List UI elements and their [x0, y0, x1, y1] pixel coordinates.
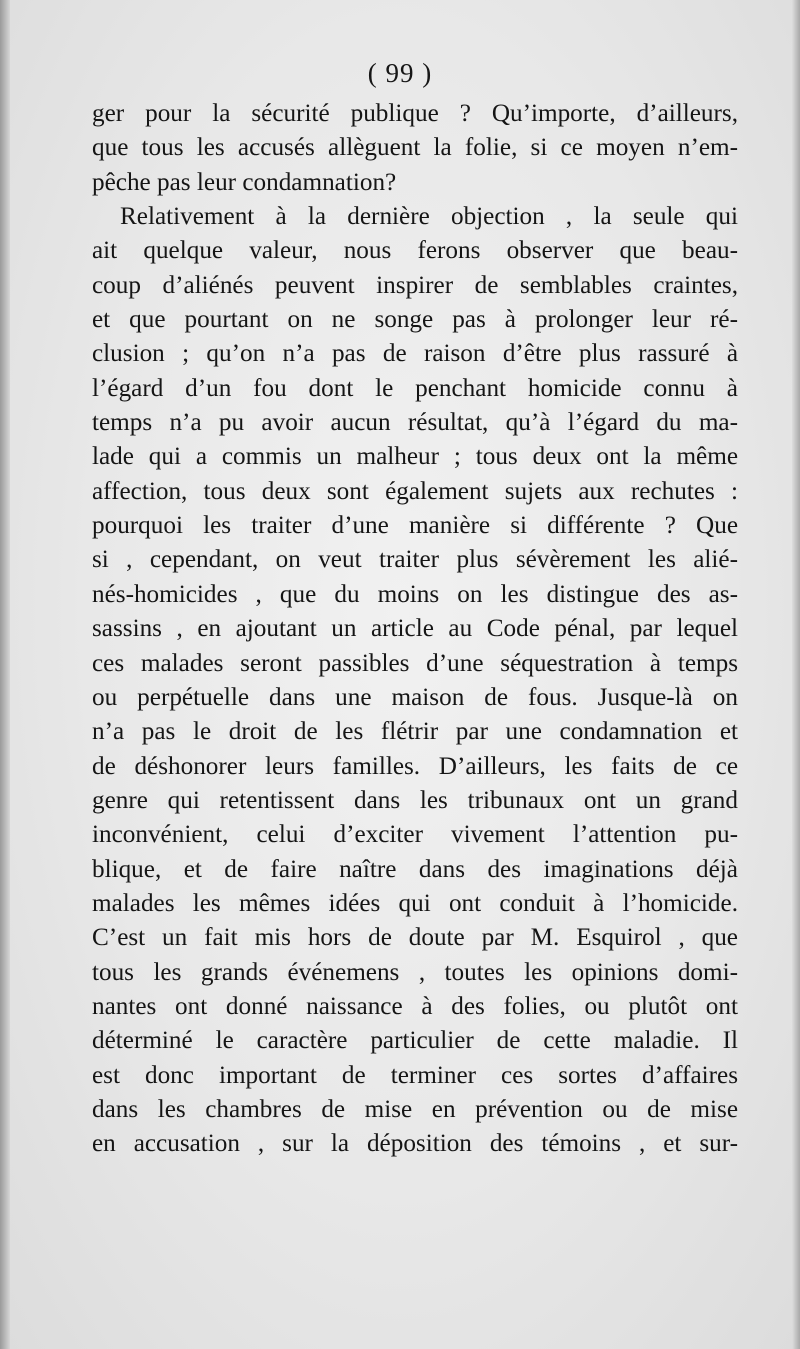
page-number: ( 99 )	[367, 58, 433, 88]
text-line: si , cependant, on veut traiter plus sévèrement les alié-	[92, 546, 738, 574]
text-line: déterminé le caractère particulier de cette maladie. Il	[92, 1027, 738, 1055]
text-line: inconvénient, celui d’exciter vivement l’attention pu-	[92, 821, 738, 849]
text-line: et que pourtant on ne songe pas à prolonger leur ré-	[92, 306, 738, 334]
text-line: malades les mêmes idées qui ont conduit à l’homicide.	[92, 889, 738, 917]
text-line: C’est un fait mis hors de doute par M. Esquirol , que	[92, 924, 738, 952]
text-line: genre qui retentissent dans les tribunaux ont un grand	[92, 786, 738, 814]
text-line: n’a pas le droit de les flétrir par une condamnation et	[92, 718, 738, 746]
text-line: dans les chambres de mise en prévention ou de mise	[92, 1095, 738, 1123]
text-line: ait quelque valeur, nous ferons observer que beau-	[92, 237, 738, 265]
text-line: est donc important de terminer ces sortes d’affaires	[92, 1061, 738, 1089]
text-line: ou perpétuelle dans une maison de fous. Jusque-là on	[92, 683, 738, 711]
text-line: ger pour la sécurité publique ? Qu’importe, d’ailleurs,	[92, 100, 738, 127]
text-line: l’égard d’un fou dont le penchant homicide connu à	[92, 374, 738, 402]
text-line: nés-homicides , que du moins on les distingue des as-	[92, 580, 738, 608]
text-line: nantes ont donné naissance à des folies, ou plutôt ont	[92, 992, 738, 1020]
text-line: de déshonorer leurs familles. D’ailleurs, les faits de ce	[92, 752, 738, 780]
page-edge-shadow-left	[0, 0, 10, 1349]
text-line: pourquoi les traiter d’une manière si différente ? Que	[92, 512, 738, 540]
text-line: ces malades seront passibles d’une séquestration à temps	[92, 649, 738, 677]
page-edge-shadow-right	[792, 0, 800, 1349]
text-line: temps n’a pu avoir aucun résultat, qu’à l’égard du ma-	[92, 409, 738, 437]
text-line: coup d’aliénés peuvent inspirer de semblables craintes,	[92, 271, 738, 299]
body-text	[92, 97, 738, 1162]
text-line: blique, et de faire naître dans des imaginations déjà	[92, 855, 738, 883]
text-line: affection, tous deux sont également sujets aux rechutes :	[92, 477, 738, 505]
text-line: tous les grands événemens , toutes les opinions domi-	[92, 958, 738, 986]
text-line: sassins , en ajoutant un article au Code pénal, par lequel	[92, 615, 738, 643]
text-line: pêche pas leur condamnation?	[92, 168, 397, 196]
text-line: lade qui a commis un malheur ; tous deux ont la même	[92, 443, 738, 471]
text-line: que tous les accusés allèguent la folie, si ce moyen n’em-	[92, 134, 738, 162]
text-line: en accusation , sur la déposition des témoins , et sur-	[92, 1130, 738, 1158]
paragraph-first-line: Relativement à la dernière objection , la seule qui	[120, 203, 738, 231]
text-line: clusion ; qu’on n’a pas de raison d’être plus rassuré à	[92, 340, 738, 368]
